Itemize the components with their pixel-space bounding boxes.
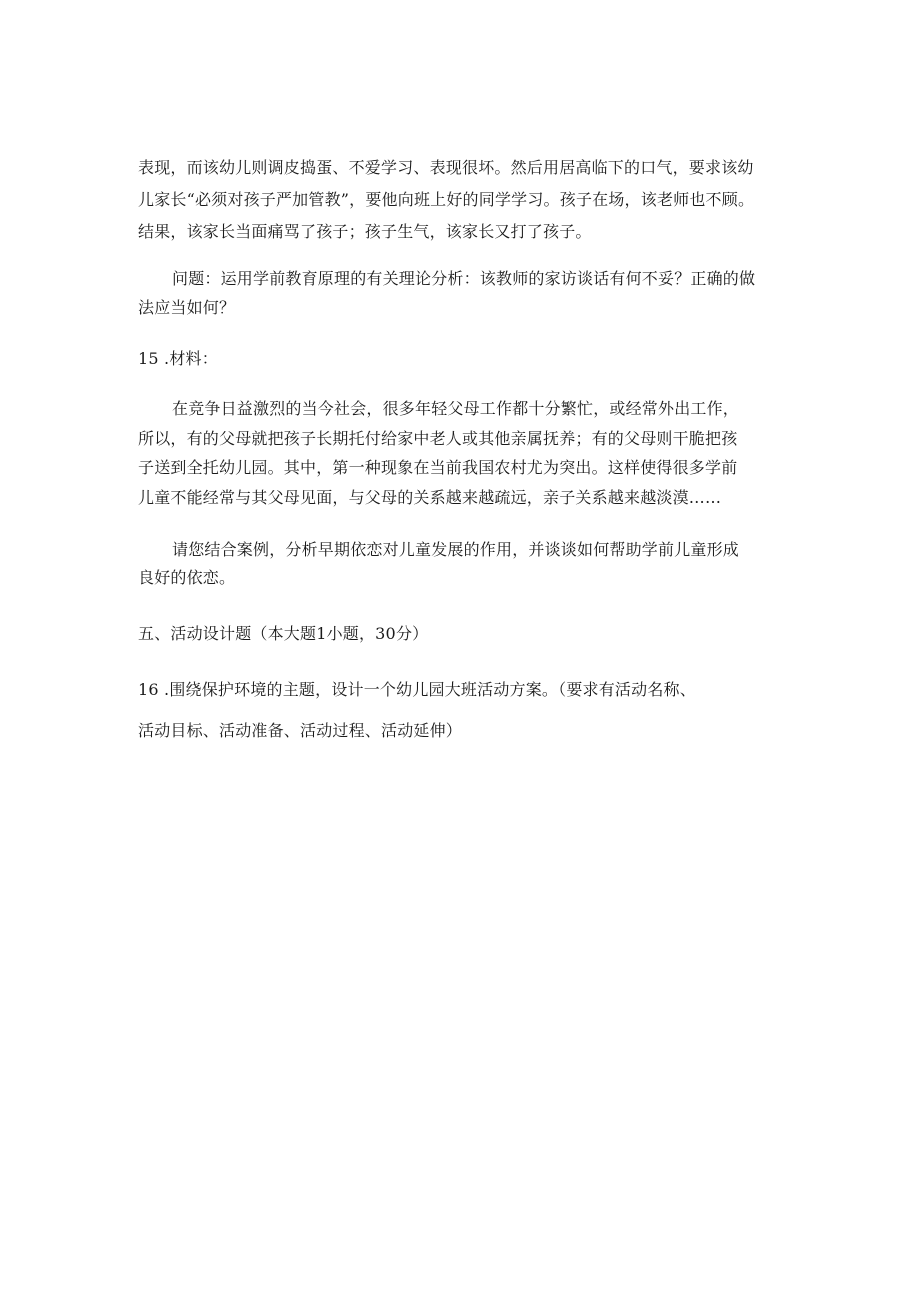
material-text: 所以，有的父母就把孩子长期托付给家中老人或其他亲属抚养；有的父母则干脆把孩 <box>138 429 738 448</box>
section-heading: 五、活动设计题（本大题1小题，30分） <box>138 624 429 643</box>
question-text: 问题：运用学前教育原理的有关理论分析：该教师的家访谈话有何不妥？正确的做 <box>172 269 756 288</box>
material-text: 子送到全托幼儿园。其中，第一种现象在当前我国农村尤为突出。这样使得很多学前 <box>138 458 738 477</box>
question-text: 活动目标、活动准备、活动过程、活动延伸） <box>138 721 463 740</box>
material-text: 儿童不能经常与其父母见面，与父母的关系越来越疏远，亲子关系越来越淡漠…… <box>138 488 722 507</box>
material-text: 在竞争日益激烈的当今社会，很多年轻父母工作都十分繁忙，或经常外出工作， <box>172 399 740 418</box>
task-text: 请您结合案例，分析早期依恋对儿童发展的作用，并谈谈如何帮助学前儿童形成 <box>172 540 740 559</box>
question-text: 法应当如何？ <box>138 298 236 317</box>
question-text: 16 .围绕保护环境的主题，设计一个幼儿园大班活动方案。（要求有活动名称、 <box>138 680 696 699</box>
question-number-heading: 15 .材料： <box>138 349 218 368</box>
text-line: 表现，而该幼儿则调皮捣蛋、不爱学习、表现很坏。然后用居高临下的口气，要求该幼 <box>138 158 754 177</box>
text-line: 儿家长“必须对孩子严加管教”，要他向班上好的同学学习。孩子在场，该老师也不顾。 <box>138 190 755 209</box>
task-text: 良好的依恋。 <box>138 568 236 587</box>
text-line: 结果，该家长当面痛骂了孩子；孩子生气，该家长又打了孩子。 <box>138 222 592 241</box>
